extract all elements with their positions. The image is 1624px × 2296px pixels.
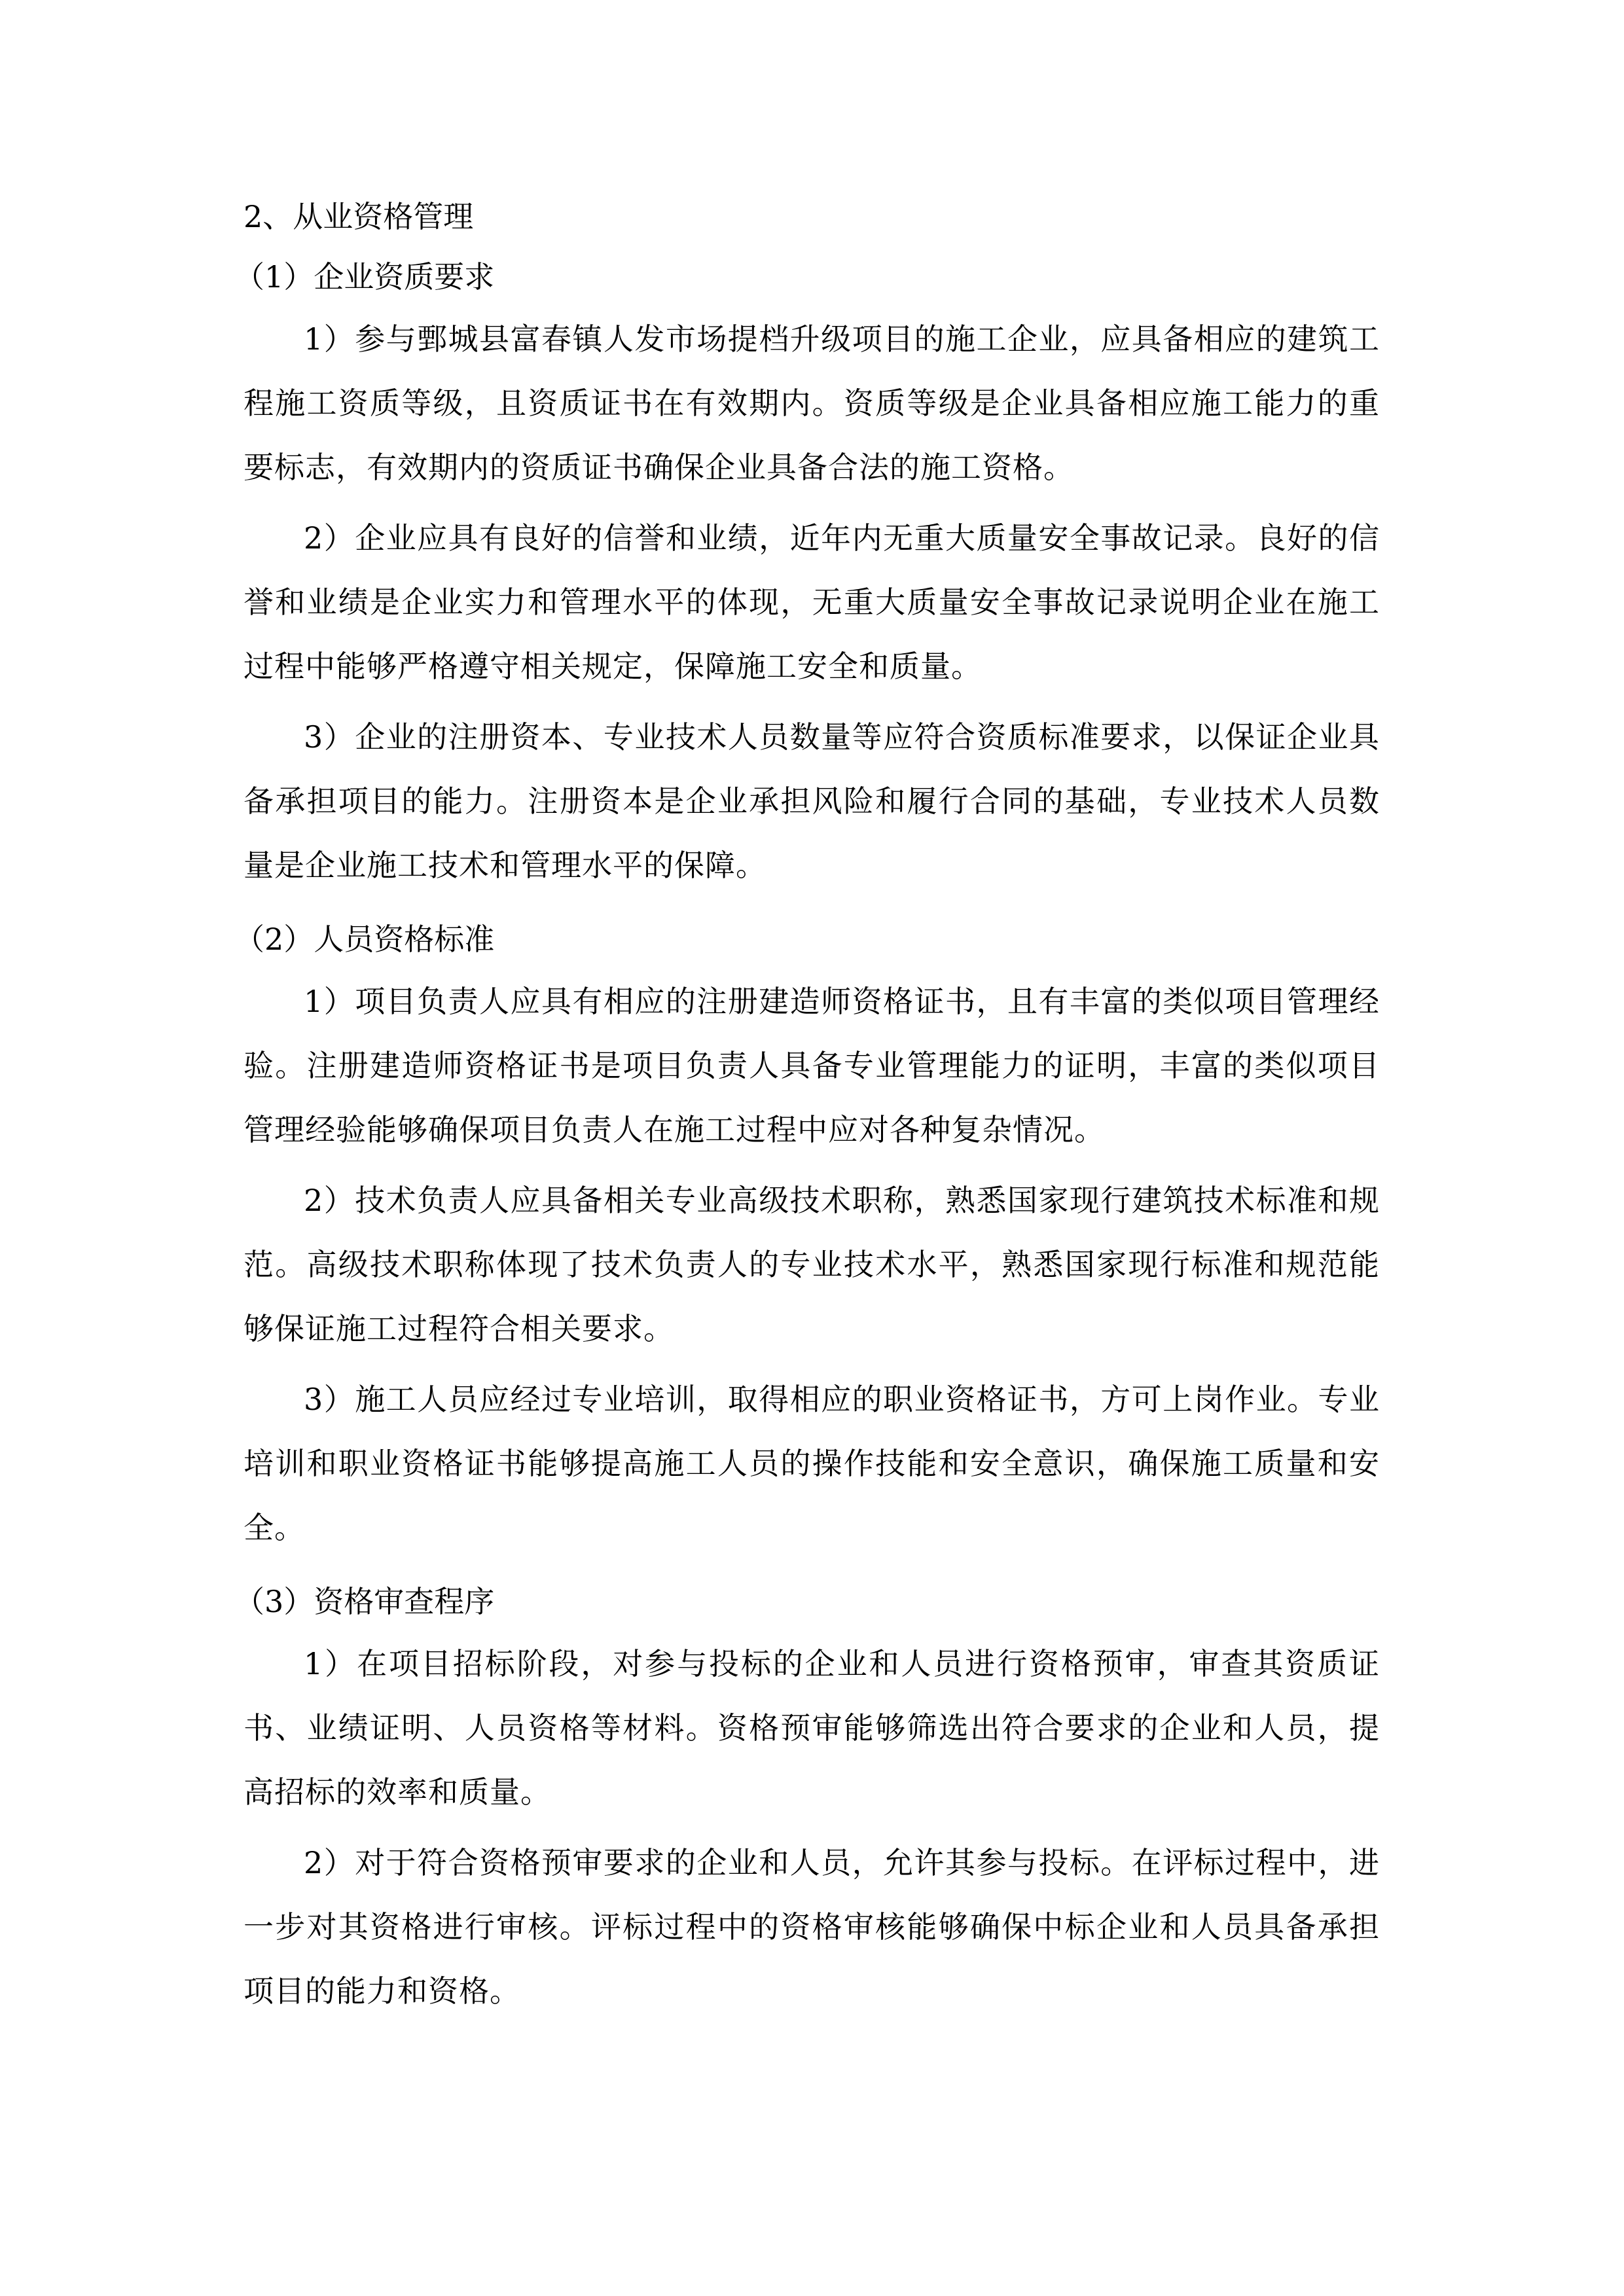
paragraph: 3）企业的注册资本、专业技术人员数量等应符合资质标准要求，以保证企业具备承担项目的能力。注册资本是企业承担风险和履行合同的基础，专业技术人员数量是企业施工技术和管理水平的保障。 <box>244 719 1380 883</box>
paragraph: 1）参与鄄城县富春镇人发市场提档升级项目的施工企业，应具备相应的建筑工程施工资质等级，且资质证书在有效期内。资质等级是企业具备相应施工能力的重要标志，有效期内的资质证书确保企业具备合法的施工资格。 <box>244 321 1380 485</box>
paragraph: 1）在项目招标阶段，对参与投标的企业和人员进行资格预审，审查其资质证书、业绩证明、人员资格等材料。资格预审能够筛选出符合要求的企业和人员，提高招标的效率和质量。 <box>244 1646 1380 1810</box>
subsection-heading-enterprise-qualification: （1）企业资质要求 <box>234 259 495 295</box>
paragraph: 2）企业应具有良好的信誉和业绩，近年内无重大质量安全事故记录。良好的信誉和业绩是企业实力和管理水平的体现，无重大质量安全事故记录说明企业在施工过程中能够严格遵守相关规定，保障施工安全和质量。 <box>244 520 1380 684</box>
paragraph: 1）项目负责人应具有相应的注册建造师资格证书，且有丰富的类似项目管理经验。注册建造师资格证书是项目负责人具备专业管理能力的证明，丰富的类似项目管理经验能够确保项目负责人在施工过程中应对各种复杂情况。 <box>244 984 1380 1147</box>
subsection-heading-personnel-standards: （2）人员资格标准 <box>234 922 495 957</box>
subsection-heading-review-procedure: （3）资格审查程序 <box>234 1584 495 1619</box>
paragraph: 2）对于符合资格预审要求的企业和人员，允许其参与投标。在评标过程中，进一步对其资格进行审核。评标过程中的资格审核能够确保中标企业和人员具备承担项目的能力和资格。 <box>244 1845 1380 2009</box>
paragraph: 2）技术负责人应具备相关专业高级技术职称，熟悉国家现行建筑技术标准和规范。高级技术职称体现了技术负责人的专业技术水平，熟悉国家现行标准和规范能够保证施工过程符合相关要求。 <box>244 1183 1380 1346</box>
paragraph: 3）施工人员应经过专业培训，取得相应的职业资格证书，方可上岗作业。专业培训和职业资格证书能够提高施工人员的操作技能和安全意识，确保施工质量和安全。 <box>244 1382 1380 1545</box>
document-body <box>234 187 1382 2030</box>
section-title: 2、从业资格管理 <box>244 199 474 234</box>
